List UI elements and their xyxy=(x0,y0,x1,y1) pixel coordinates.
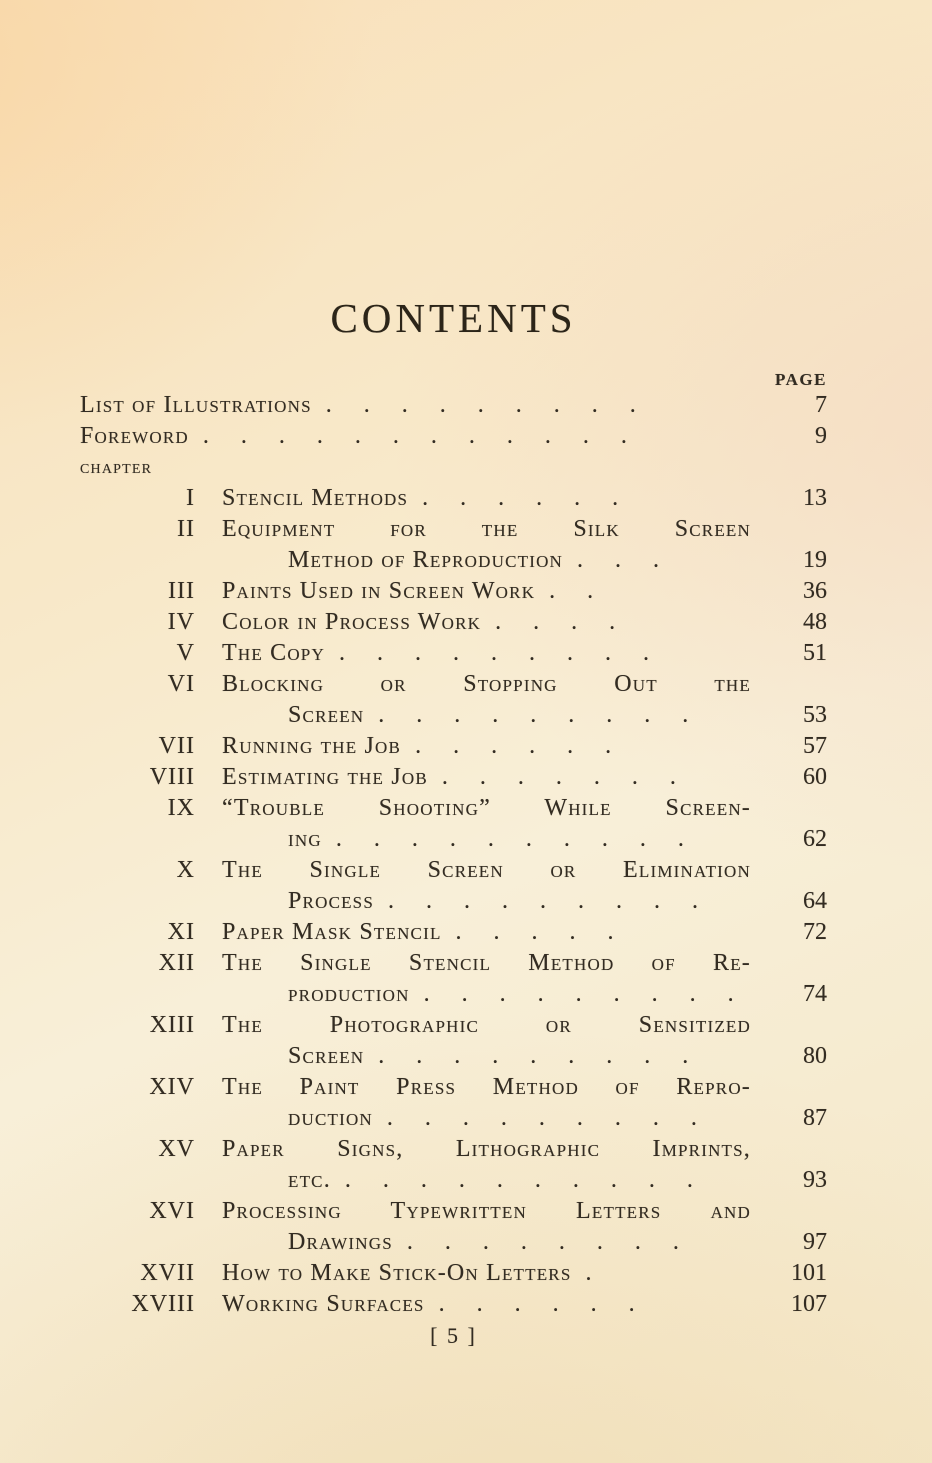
page-number: 19 xyxy=(803,547,827,573)
toc-chapter-entry xyxy=(80,1196,827,1258)
chapter-entry-body xyxy=(222,731,827,762)
chapter-numeral: XV xyxy=(158,1136,195,1162)
page-title: CONTENTS xyxy=(330,295,577,341)
toc-chapter-entry xyxy=(80,948,827,1010)
chapter-leader-line xyxy=(222,979,827,1010)
chapter-title-line2: Screen xyxy=(288,702,365,728)
chapter-leader-line xyxy=(222,762,827,793)
toc-entry xyxy=(80,421,827,452)
dot-leader: . . . . . . . . . xyxy=(386,1105,697,1131)
chapter-entry-body xyxy=(222,793,827,855)
chapter-entry-body xyxy=(222,762,827,793)
chapter-numeral: IX xyxy=(167,795,195,821)
dot-leader: . . . . . . . . . xyxy=(378,702,689,728)
dot-leader: . . . . . . xyxy=(438,1291,635,1317)
chapter-leader-line xyxy=(222,483,827,514)
page-number: 93 xyxy=(803,1167,827,1193)
page-number: 74 xyxy=(803,981,827,1007)
chapter-title-line2: The Copy xyxy=(222,640,325,666)
chapter-leader-line xyxy=(222,1289,827,1320)
toc-chapter-entry xyxy=(80,1289,827,1320)
chapter-title-line2: Running the Job xyxy=(222,733,402,759)
page-number: 87 xyxy=(803,1105,827,1131)
page-number: 9 xyxy=(815,423,827,449)
chapter-numeral: VII xyxy=(158,733,195,759)
chapter-title-line1: Equipment for the Silk Screen xyxy=(222,516,751,542)
chapter-entry-body xyxy=(222,855,827,917)
chapter-numeral: XVIII xyxy=(131,1291,195,1317)
chapter-leader-line xyxy=(222,700,827,731)
toc-chapter-entry xyxy=(80,514,827,576)
chapter-entry-body xyxy=(222,1072,827,1134)
chapter-entry-body xyxy=(222,514,827,576)
chapter-numeral: VIII xyxy=(149,764,195,790)
toc-entry-title: Foreword xyxy=(80,423,189,449)
dot-leader: . . . . . . . . xyxy=(406,1229,679,1255)
chapter-leader-line xyxy=(222,917,827,948)
page-number: 53 xyxy=(803,702,827,728)
chapter-leader-line xyxy=(222,731,827,762)
page-number: 107 xyxy=(791,1291,827,1317)
chapter-entry-body xyxy=(222,1258,827,1289)
page-number: 101 xyxy=(791,1260,827,1286)
front-matter-list xyxy=(80,390,827,452)
chapter-entry-body xyxy=(222,638,827,669)
chapter-title-line2: Paper Mask Stencil xyxy=(222,919,442,945)
dot-leader: . xyxy=(585,1260,592,1286)
chapter-title-line1: The Photographic or Sensitized xyxy=(222,1012,751,1038)
page-number: 80 xyxy=(803,1043,827,1069)
page-number: 13 xyxy=(803,485,827,511)
dot-leader: . . . . . xyxy=(455,919,614,945)
chapter-title-line1: The Single Screen or Elimination xyxy=(222,857,751,883)
page-column-header: PAGE xyxy=(775,370,827,389)
dot-leader: . . . . . . . . . . . . xyxy=(202,423,627,449)
chapter-leader-line xyxy=(222,1041,827,1072)
toc-chapter-entry xyxy=(80,669,827,731)
toc-chapter-entry xyxy=(80,855,827,917)
chapter-numeral: XII xyxy=(158,950,195,976)
chapter-leader-line xyxy=(222,576,827,607)
chapter-numeral: V xyxy=(176,640,195,666)
toc-chapter-entry xyxy=(80,1258,827,1289)
chapter-title-line1: “Trouble Shooting” While Screen- xyxy=(222,795,751,821)
chapter-title-line2: ing xyxy=(288,826,322,852)
page-number: 60 xyxy=(803,764,827,790)
chapter-entry-body xyxy=(222,483,827,514)
chapter-title-line2: Paints Used in Screen Work xyxy=(222,578,536,604)
chapter-title-line2: How to Make Stick-On Letters xyxy=(222,1260,572,1286)
toc-chapter-entry xyxy=(80,638,827,669)
chapter-title-line2: duction xyxy=(288,1105,373,1131)
chapter-title-line2: Screen xyxy=(288,1043,365,1069)
page-number: 72 xyxy=(803,919,827,945)
chapter-leader-line xyxy=(222,545,827,576)
page-number: 48 xyxy=(803,609,827,635)
chapter-title-line2: Estimating the Job xyxy=(222,764,428,790)
toc-chapter-entry xyxy=(80,576,827,607)
toc-chapter-entry xyxy=(80,1010,827,1072)
dot-leader: . . . . . . . . . xyxy=(423,981,734,1007)
chapter-numeral: XVI xyxy=(149,1198,195,1224)
dot-leader: . . . . . . xyxy=(422,485,619,511)
page-number: 51 xyxy=(803,640,827,666)
chapter-entry-body xyxy=(222,607,827,638)
chapter-label: chapter xyxy=(80,456,153,478)
chapter-leader-line xyxy=(222,1227,827,1258)
chapter-entry-body xyxy=(222,1196,827,1258)
page-number: 7 xyxy=(815,392,827,418)
chapter-title-line2: etc. xyxy=(288,1167,331,1193)
chapter-leader-line xyxy=(222,1165,827,1196)
chapter-entry-body xyxy=(222,576,827,607)
chapter-numeral: I xyxy=(186,485,195,511)
chapter-numeral: XIII xyxy=(149,1012,195,1038)
chapter-numeral: XVII xyxy=(140,1260,195,1286)
dot-leader: . . . . . . . . . xyxy=(338,640,649,666)
toc-chapter-entry xyxy=(80,731,827,762)
chapter-title-line1: Processing Typewritten Letters and xyxy=(222,1198,751,1224)
dot-leader: . . xyxy=(549,578,594,604)
chapter-leader-line xyxy=(222,1258,827,1289)
chapter-numeral: X xyxy=(176,857,195,883)
chapter-title-line2: Stencil Methods xyxy=(222,485,409,511)
chapter-title-line2: Color in Process Work xyxy=(222,609,482,635)
chapter-title-line1: Blocking or Stopping Out the xyxy=(222,671,751,697)
dot-leader: . . . . . . . xyxy=(441,764,676,790)
dot-leader: . . . . . . . . . xyxy=(378,1043,689,1069)
chapter-title-line2: Process xyxy=(288,888,374,914)
dot-leader: . . . . . . . . . xyxy=(388,888,698,914)
page-number: 57 xyxy=(803,733,827,759)
chapter-leader-line xyxy=(222,824,827,855)
chapter-leader-line xyxy=(222,638,827,669)
dot-leader: . . . . . . . . . xyxy=(325,392,636,418)
toc-chapter-entry xyxy=(80,917,827,948)
toc-chapter-entry xyxy=(80,607,827,638)
chapter-entry-body xyxy=(222,1289,827,1320)
chapter-list xyxy=(80,483,827,1320)
toc-entry xyxy=(80,390,827,421)
chapter-numeral: IV xyxy=(167,609,195,635)
dot-leader: . . . . . . xyxy=(415,733,612,759)
chapter-title-line1: Paper Signs, Lithographic Imprints, xyxy=(222,1136,751,1162)
chapter-entry-body xyxy=(222,669,827,731)
chapter-entry-body xyxy=(222,1134,827,1196)
chapter-title-line1: The Paint Press Method of Repro- xyxy=(222,1074,751,1100)
chapter-entry-body xyxy=(222,917,827,948)
chapter-numeral: XIV xyxy=(149,1074,195,1100)
chapter-title-line2: Method of Reproduction xyxy=(288,547,564,573)
table-of-contents xyxy=(80,390,827,1320)
chapter-numeral: XI xyxy=(167,919,195,945)
page-number: 97 xyxy=(803,1229,827,1255)
page-number: 64 xyxy=(803,888,827,914)
chapter-title-line2: Working Surfaces xyxy=(222,1291,425,1317)
chapter-leader-line xyxy=(222,886,827,917)
toc-chapter-entry xyxy=(80,762,827,793)
chapter-title-line1: The Single Stencil Method of Re- xyxy=(222,950,751,976)
chapter-numeral: II xyxy=(177,516,195,542)
toc-chapter-entry xyxy=(80,1072,827,1134)
toc-chapter-entry xyxy=(80,793,827,855)
toc-chapter-entry xyxy=(80,483,827,514)
dot-leader: . . . . xyxy=(495,609,616,635)
dot-leader: . . . . . . . . . . xyxy=(344,1167,693,1193)
chapter-title-line2: production xyxy=(288,981,410,1007)
chapter-numeral: VI xyxy=(167,671,195,697)
chapter-title-line2: Drawings xyxy=(288,1229,393,1255)
dot-leader: . . . xyxy=(577,547,660,573)
toc-chapter-entry xyxy=(80,1134,827,1196)
page-number: 36 xyxy=(803,578,827,604)
toc-entry-title: List of Illustrations xyxy=(80,392,312,418)
chapter-entry-body xyxy=(222,1010,827,1072)
dot-leader: . . . . . . . . . . xyxy=(335,826,684,852)
chapter-leader-line xyxy=(222,1103,827,1134)
chapter-leader-line xyxy=(222,607,827,638)
page-number: 62 xyxy=(803,826,827,852)
chapter-entry-body xyxy=(222,948,827,1010)
folio-page-number: [ 5 ] xyxy=(430,1323,477,1348)
chapter-numeral: III xyxy=(168,578,195,604)
